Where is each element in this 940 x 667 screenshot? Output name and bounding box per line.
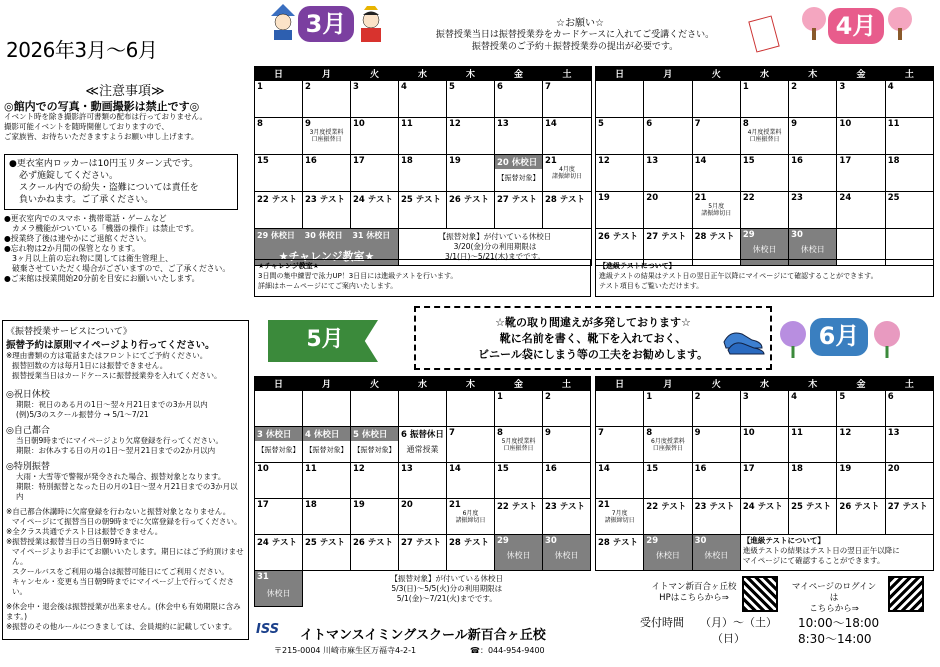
march-calendar: 日 月 火 水 木 金 土 1 2 3 4 5 6 7 8 9 3月度授業料 口座振替日 10 11 12 13 14 15 16 17 18 19 20 休校日 【振替対象】 21 4月度 諸振締切日 22 テスト 23 テスト 24 テスト 25 テスト 26 テスト 27 テスト 28 テスト 29 休校日 30 休校日 31 休校日 ★チャレンジ教室★ 【振替対象】が付いている休校日 3/20(金)分の利用期限は 3/1(日)〜5/21(木)までです。: [254, 66, 592, 266]
hp-qr-code[interactable]: [742, 576, 778, 612]
page-title: 2026年3月〜6月: [6, 38, 158, 62]
school-name: イトマンスイミングスクール新百合ヶ丘校: [300, 628, 546, 643]
school-address: 〒215-0004 川崎市麻生区万福寺4-2-1: [274, 646, 417, 655]
request-line-1: 振替授業当日は振替授業券をカードケースに入れてご受講ください。: [435, 30, 715, 40]
hours-label: 受付時間: [640, 616, 684, 629]
hours-sunday-time: 8:30〜14:00: [798, 632, 872, 646]
shoes-icon: [722, 322, 766, 356]
hours-weekday: （月）〜（土）: [700, 616, 777, 629]
hp-link-text[interactable]: イトマン新百合ヶ丘校 HPはこちらから⇒: [651, 582, 737, 603]
notice-heading: ≪注意事項≫: [85, 84, 165, 99]
school-phone: ☎：044-954-9400: [470, 646, 545, 655]
request-head: ☆お願い☆: [556, 18, 604, 29]
april-calendar: 日 月 火 水 木 金 土 1 2 3 4 5 6 7 8 4月度授業料 口座振替日 9 10 11 12 13 14 15 16 17 18 19 20 21 5月度 諸振締切日 22 23 24 25 26 テスト 27 テスト 28 テスト 29 休校日 30 休校日: [595, 66, 934, 266]
girl-doll-icon: [356, 4, 386, 42]
sakura-tree-icon: [886, 6, 914, 40]
mypage-qr-code[interactable]: [888, 576, 924, 612]
locker-notice-box: ●更衣室内ロッカーは10円玉リターン式です。 必ず施錠してください。 スクール内での紛失・盗難については責任を 負いかねます。ご了承ください。: [4, 154, 238, 210]
request-line-2: 振替授業のご予約＋振替授業券の提出が必要です。: [471, 42, 679, 52]
photo-ban-notice: ◎館内での写真・動画撮影は禁止です◎: [4, 100, 200, 113]
june-badge: 6月: [810, 318, 868, 356]
mypage-link-text[interactable]: マイページのログインは こちらから⇒: [791, 582, 877, 614]
ticket-icon: [748, 15, 779, 52]
makeup-service-box: 《振替授業サービスについて》 振替予約は原則マイページより行ってください。 ※理由書類の方は電話またはフロントにてご予約ください。 振替回数の方は毎月1日には振替できません。 振替授業当日はカードケースに振替授業券を入れてください。 ◎祝日休校 期限：祝日のある月の1日〜翌々月21日までの3か月以内 (例)5/3のスクール振替分 → 5/1〜7/21 ◎自己都合 当日朝9時までにマイページより欠席登録を行ってください。 期限：お休みする日の月の1日〜翌月21日までの2か月以内 ◎特別振替 大雨・大雪等で警報が発令された場合、振替対象となります。 期限：特別振替となった日の月の1日〜翌々月21日までの3か月以内 ※自己都合休講時に欠席登録を行わないと振替対象となりません。 マイページにて振替当日の朝9時までに欠席登録を行ってください。 ※全クラス共通でテスト日は振替できません。 ※振替授業は振替当日の当日朝9時までに マイページよりお手にてお願いいたします。期日にはご予約頂けません。 スクールバスをご利用の場合は振替可能日にてご利用ください。 キャンセル・変更も当日朝9時までにマイページ上で行ってください。 ※休会中・退会後は振替授業が出来ません。(休会中も有効期限に含みます。) ※振替のその他ルールにつきましては、会員規約に記載しています。: [2, 320, 249, 640]
march-badge: 3月: [298, 6, 354, 42]
challenge-label: ★チャレンジ教室★: [278, 250, 375, 263]
notice-text: イベント時を除き撮影許可書類の配布は行っておりません。 撮影可能イベントを随時開催しておりますので、 ご家族皆、お待ちいただきますようお願い申し上げます。: [4, 112, 207, 141]
shoe-notice-box: ☆靴の取り間違えが多発しております☆ 靴に名前を書く、靴下を入れておく、 ビニール袋にしまう等の工夫をお勧めします。: [414, 306, 772, 370]
test-note-april: 【進級テストについて】 進級テストの結果はテスト日の翌日正午以降にマイページにて確認することができます。 テスト項目もご覧いただけます。: [595, 259, 934, 297]
june-calendar: 日 月 火 水 木 金 土 1 2 3 4 5 6 7 8 6月度授業料 口座振替日 9 10 11 12 13 14 15 16 17 18 19 20 21 7月度 諸振締切日 22 テスト 23 テスト 24 テスト 25 テスト 26 テスト 27 テスト 28 テスト 29 休校日 30 休校日 【進級テストについて】 進級テストの結果はテスト日の翌日正午以降に マイページにて確認することができます。: [595, 376, 934, 571]
rules-list: ●更衣室内でのスマホ・携帯電話・ゲームなど カメラ機能がついている「機器の操作」は禁止です。 ●授業終了後は速やかにご退館ください。 ●忘れ物は2か月間の保管となります。 3ヶ月以上前の忘れ物に関しては衛生管理上、 破棄させていただく場合がございますので、ご了承ください。 ●ご来館は授業開始20分前を目安にお願いいたします。: [4, 214, 231, 283]
iss-logo: ISS: [256, 622, 280, 637]
challenge-note: ★チャレンジ教室★ 3日間の集中練習で泳力UP！3日目には進級テストを行います。 詳細はホームページにてご案内いたします。: [254, 259, 591, 297]
may-calendar: 日 月 火 水 木 金 土 1 2 3 休校日 【振替対象】 4 休校日 【振替対象】 5 休校日 【振替対象】 6 振替休日 通常授業 7 8 5月度授業料 口座振替日 9 10 11 12 13 14 15 16 17 18 19 20 21 6月度 諸振締切日 22 テスト 23 テスト 24 テスト 25 テスト 26 テスト 27 テスト 28 テスト 29 休校日 30 休校日 31 休校日 【振替対象】が付いている休校日 5/3(日)〜5/5(火)分の利用期限は 5/1(金)〜7/21(火)までです。: [254, 376, 591, 607]
may-badge: 5月: [306, 327, 344, 352]
hydrangea-icon: [778, 318, 808, 358]
sakura-tree-icon: [800, 6, 828, 40]
boy-doll-icon: [268, 2, 298, 40]
hours-sunday: （日）: [712, 632, 745, 645]
hours-weekday-time: 10:00〜18:00: [798, 616, 880, 630]
hydrangea-icon: [872, 318, 902, 358]
april-badge: 4月: [828, 8, 884, 44]
